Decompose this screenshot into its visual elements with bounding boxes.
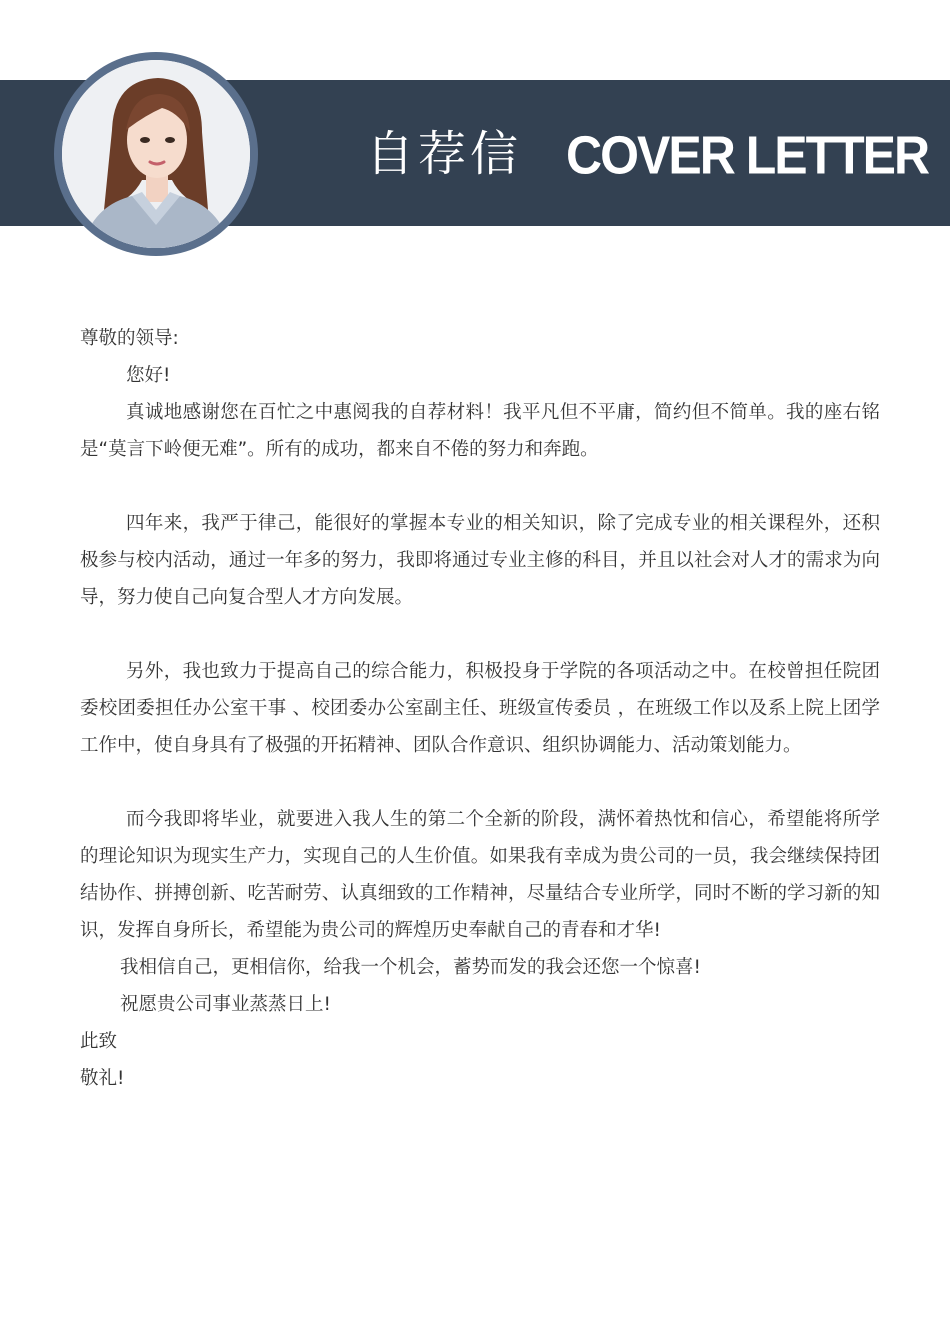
greeting: 您好! xyxy=(126,365,171,386)
page-title-chinese: 自荐信 xyxy=(366,126,523,182)
profile-photo-frame xyxy=(54,52,258,256)
profile-photo xyxy=(62,60,250,248)
portrait-icon xyxy=(62,60,250,248)
wish-line: 祝愿贵公司事业蒸蒸日上! xyxy=(120,994,331,1015)
paragraph-1: 真诚地感谢您在百忙之中惠阅我的自荐材料！我平凡但不平庸，简约但不简单。我的座右铭是“莫言下岭便无难”。所有的成功，都来自不倦的努力和奔跑。 xyxy=(80,402,880,460)
salutation: 尊敬的领导: xyxy=(80,328,179,349)
belief-line: 我相信自己，更相信你，给我一个机会，蓄势而发的我会还您一个惊喜! xyxy=(120,957,701,978)
closing-line-2: 敬礼! xyxy=(80,1068,125,1089)
page-title-english: COVER LETTER xyxy=(566,125,929,186)
letter-body xyxy=(80,320,880,1097)
paragraph-4: 而今我即将毕业，就要进入我人生的第二个全新的阶段，满怀着热忱和信心，希望能将所学的理论知识为现实生产力，实现自己的人生价值。如果我有幸成为贵公司的一员，我会继续保持团结协作、拼搏创新、吃苦耐劳、认真细致的工作精神，尽量结合专业所学，同时不断的学习新的知识，发挥自身所长，希望能为贵公司的辉煌历史奉献自己的青春和才华! xyxy=(80,809,880,941)
paragraph-3: 另外，我也致力于提高自己的综合能力，积极投身于学院的各项活动之中。在校曾担任院团委校团委担任办公室干事 、校团委办公室副主任、班级宣传委员 ，在班级工作以及系上院上团学工作中，使自身具有了极强的开拓精神、团队合作意识、组织协调能力、活动策划能力。 xyxy=(80,661,880,756)
paragraph-2: 四年来，我严于律己，能很好的掌握本专业的相关知识，除了完成专业的相关课程外，还积极参与校内活动，通过一年多的努力，我即将通过专业主修的科目，并且以社会对人才的需求为向导，努力使自己向复合型人才方向发展。 xyxy=(80,513,880,608)
closing-line-1: 此致 xyxy=(80,1031,118,1052)
